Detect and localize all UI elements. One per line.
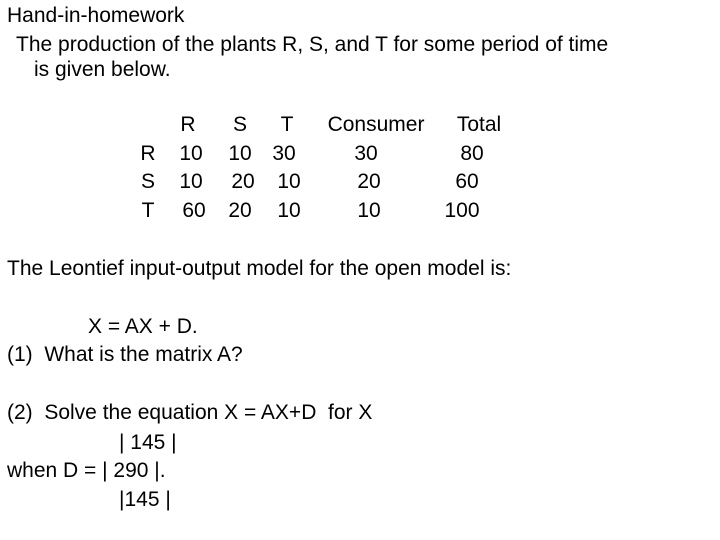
row-label-s: S xyxy=(140,170,156,193)
column-header-r: R xyxy=(180,113,196,136)
d-vector-row-1: | 145 | xyxy=(119,431,177,454)
intro-line-2: is given below. xyxy=(34,58,171,81)
table-cell: 10 xyxy=(357,199,381,222)
heading: Hand-in-homework xyxy=(7,4,185,27)
table-cell: 10 xyxy=(179,142,203,165)
table-cell: 30 xyxy=(354,142,378,165)
table-cell: 100 xyxy=(444,199,480,222)
intro-line-1: The production of the plants R, S, and T for some period of time xyxy=(16,33,609,56)
table-cell: 60 xyxy=(182,199,206,222)
column-header-total: Total xyxy=(456,113,502,136)
equation: X = AX + D. xyxy=(88,315,198,338)
column-header-consumer: Consumer xyxy=(327,113,425,136)
table-cell: 10 xyxy=(277,199,301,222)
table-cell: 80 xyxy=(460,142,484,165)
column-header-t: T xyxy=(280,113,294,136)
table-cell: 30 xyxy=(272,142,296,165)
question-2: (2) Solve the equation X = AX+D for X xyxy=(7,401,373,424)
table-cell: 60 xyxy=(455,170,479,193)
table-cell: 10 xyxy=(179,170,203,193)
column-header-s: S xyxy=(232,113,248,136)
table-cell: 20 xyxy=(357,170,381,193)
row-label-r: R xyxy=(140,142,156,165)
table-cell: 10 xyxy=(277,170,301,193)
table-cell: 20 xyxy=(231,170,255,193)
d-vector-prefix: when D = xyxy=(7,459,103,482)
table-cell: 20 xyxy=(228,199,252,222)
d-vector-middle: | 290 |. xyxy=(102,459,166,482)
model-text: The Leontief input-output model for the open model is: xyxy=(7,257,512,280)
d-vector-row-3: |145 | xyxy=(119,488,171,511)
d-vector-row-2 xyxy=(7,460,166,481)
question-1: (1) What is the matrix A? xyxy=(7,343,243,366)
row-label-t: T xyxy=(141,199,155,222)
table-cell: 10 xyxy=(228,142,252,165)
